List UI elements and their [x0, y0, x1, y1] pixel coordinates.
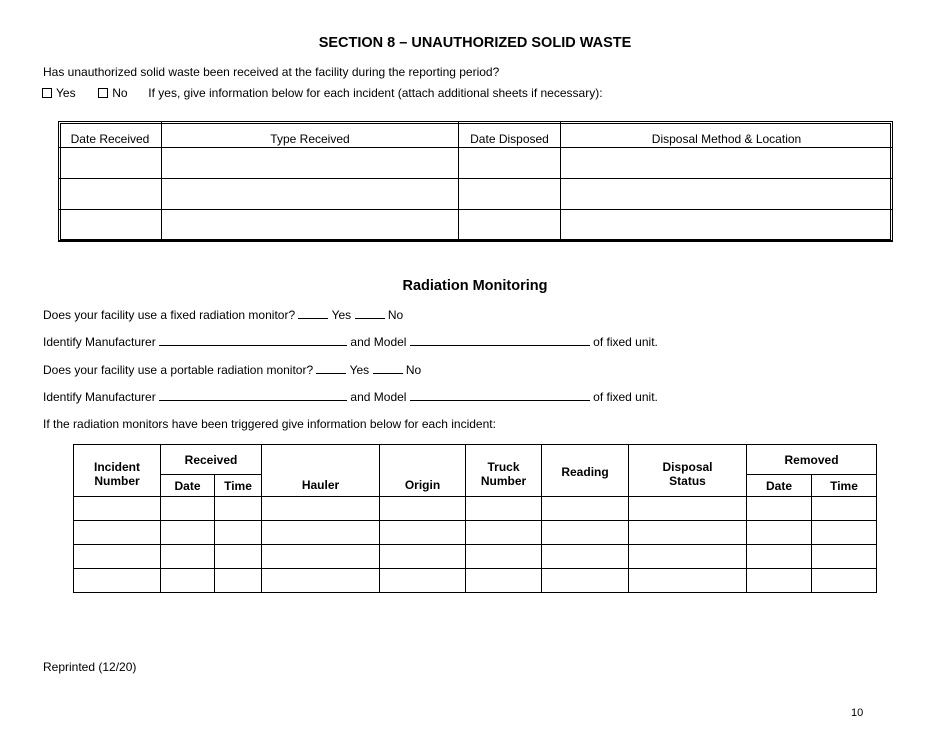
- fixed-yes-label: Yes: [331, 308, 352, 322]
- table-cell[interactable]: [542, 545, 629, 569]
- table-cell[interactable]: [59, 210, 162, 241]
- table-cell[interactable]: [262, 545, 380, 569]
- col-truck-number: [466, 445, 542, 497]
- fixed-model-field[interactable]: [410, 334, 590, 346]
- no-checkbox[interactable]: [98, 88, 108, 98]
- table-row: [74, 521, 877, 545]
- table-row: [74, 497, 877, 521]
- table-cell[interactable]: [812, 521, 877, 545]
- waste-question: Has unauthorized solid waste been received at the facility during the reporting period?: [43, 65, 500, 79]
- table-cell[interactable]: [561, 179, 892, 210]
- radiation-title: Radiation Monitoring: [402, 278, 548, 294]
- fixed-yes-blank[interactable]: [298, 307, 328, 319]
- col-received: Received: [161, 445, 262, 475]
- table-cell[interactable]: [74, 521, 161, 545]
- radiation-incident-table: [73, 444, 877, 593]
- col-removed-time: Time: [812, 475, 877, 497]
- of-fixed-unit-label: of fixed unit.: [593, 390, 658, 404]
- col-date-received: Date Received: [59, 122, 162, 148]
- instructions-text: If yes, give information below for each incident (attach additional sheets if necessary):: [148, 86, 603, 100]
- table-row: [59, 179, 892, 210]
- col-removed-date: Date: [747, 475, 812, 497]
- portable-monitor-question-row: [43, 362, 421, 377]
- table-cell[interactable]: [162, 148, 459, 179]
- col-disposal-status: [629, 445, 747, 497]
- table-cell[interactable]: [380, 521, 466, 545]
- yes-option[interactable]: [42, 86, 76, 100]
- col-received-time: Time: [215, 475, 262, 497]
- table-row: [59, 148, 892, 179]
- table-cell[interactable]: [561, 148, 892, 179]
- table-header-row: [74, 445, 877, 475]
- table-cell[interactable]: [161, 545, 215, 569]
- col-removed: Removed: [747, 445, 877, 475]
- table-cell[interactable]: [542, 569, 629, 593]
- table-cell[interactable]: [459, 179, 561, 210]
- fixed-no-label: No: [387, 308, 404, 322]
- col-date-disposed: Date Disposed: [459, 122, 561, 148]
- table-cell[interactable]: [747, 545, 812, 569]
- col-reading: Reading: [542, 445, 629, 497]
- table-cell[interactable]: [812, 569, 877, 593]
- table-cell[interactable]: [629, 569, 747, 593]
- col-hauler: Hauler: [262, 445, 380, 497]
- table-cell[interactable]: [747, 569, 812, 593]
- table-cell[interactable]: [466, 569, 542, 593]
- table-cell[interactable]: [380, 545, 466, 569]
- table-cell[interactable]: [215, 545, 262, 569]
- table-cell[interactable]: [466, 497, 542, 521]
- table-cell[interactable]: [629, 497, 747, 521]
- table-cell[interactable]: [74, 545, 161, 569]
- portable-yes-blank[interactable]: [316, 362, 346, 374]
- table-cell[interactable]: [629, 545, 747, 569]
- fixed-monitor-question-row: [43, 307, 403, 322]
- table-cell[interactable]: [74, 569, 161, 593]
- portable-no-blank[interactable]: [373, 362, 403, 374]
- table-cell[interactable]: [542, 497, 629, 521]
- table-cell[interactable]: [812, 497, 877, 521]
- incident-number-label: Incident Number: [93, 459, 140, 488]
- disposal-status-label: Disposal Status: [662, 459, 713, 488]
- col-disposal-method: Disposal Method & Location: [561, 122, 892, 148]
- page-number: 10: [851, 707, 864, 719]
- portable-no-label: No: [405, 363, 422, 377]
- table-cell[interactable]: [162, 179, 459, 210]
- yes-no-row: [42, 86, 603, 100]
- table-cell[interactable]: [161, 569, 215, 593]
- fixed-no-blank[interactable]: [355, 307, 385, 319]
- portable-monitor-question: Does your facility use a portable radiation monitor?: [43, 363, 314, 377]
- table-cell[interactable]: [162, 210, 459, 241]
- fixed-monitor-question: Does your facility use a fixed radiation monitor?: [43, 308, 296, 322]
- fixed-manufacturer-field[interactable]: [159, 334, 347, 346]
- table-cell[interactable]: [161, 497, 215, 521]
- table-cell[interactable]: [466, 545, 542, 569]
- table-cell[interactable]: [380, 569, 466, 593]
- waste-incident-table: [58, 121, 893, 242]
- table-header-row: [59, 122, 892, 148]
- and-model-label: and Model: [350, 390, 407, 404]
- table-cell[interactable]: [459, 210, 561, 241]
- table-cell[interactable]: [747, 497, 812, 521]
- table-cell[interactable]: [262, 497, 380, 521]
- col-incident-number: [74, 445, 161, 497]
- table-cell[interactable]: [215, 569, 262, 593]
- yes-label: Yes: [56, 86, 76, 100]
- portable-model-field[interactable]: [410, 389, 590, 401]
- identify-manufacturer-label: Identify Manufacturer: [43, 335, 156, 349]
- identify-manufacturer-label: Identify Manufacturer: [43, 390, 156, 404]
- table-row: [74, 545, 877, 569]
- portable-manufacturer-field[interactable]: [159, 389, 347, 401]
- table-cell[interactable]: [215, 497, 262, 521]
- table-cell[interactable]: [466, 521, 542, 545]
- table-cell[interactable]: [459, 148, 561, 179]
- table-cell[interactable]: [215, 521, 262, 545]
- triggered-note: If the radiation monitors have been triggered give information below for each incident:: [43, 417, 496, 431]
- table-cell[interactable]: [747, 521, 812, 545]
- table-cell[interactable]: [262, 521, 380, 545]
- table-row: [74, 569, 877, 593]
- table-cell[interactable]: [59, 179, 162, 210]
- table-cell[interactable]: [812, 545, 877, 569]
- table-cell[interactable]: [629, 521, 747, 545]
- table-row: [59, 210, 892, 241]
- table-cell[interactable]: [561, 210, 892, 241]
- col-origin: Origin: [380, 445, 466, 497]
- col-received-date: Date: [161, 475, 215, 497]
- truck-number-label: Truck Number: [480, 459, 527, 488]
- portable-yes-label: Yes: [349, 363, 370, 377]
- table-cell[interactable]: [380, 497, 466, 521]
- fixed-manufacturer-row: [43, 334, 658, 349]
- table-cell[interactable]: [262, 569, 380, 593]
- table-cell[interactable]: [542, 521, 629, 545]
- col-type-received: Type Received: [162, 122, 459, 148]
- no-label: No: [112, 86, 128, 100]
- table-cell[interactable]: [74, 497, 161, 521]
- table-cell[interactable]: [59, 148, 162, 179]
- and-model-label: and Model: [350, 335, 407, 349]
- section-title: SECTION 8 – UNAUTHORIZED SOLID WASTE: [318, 35, 632, 51]
- portable-manufacturer-row: [43, 389, 658, 404]
- table-cell[interactable]: [161, 521, 215, 545]
- reprinted-note: Reprinted (12/20): [43, 660, 137, 674]
- of-fixed-unit-label: of fixed unit.: [593, 335, 658, 349]
- no-option[interactable]: [98, 86, 127, 100]
- yes-checkbox[interactable]: [42, 88, 52, 98]
